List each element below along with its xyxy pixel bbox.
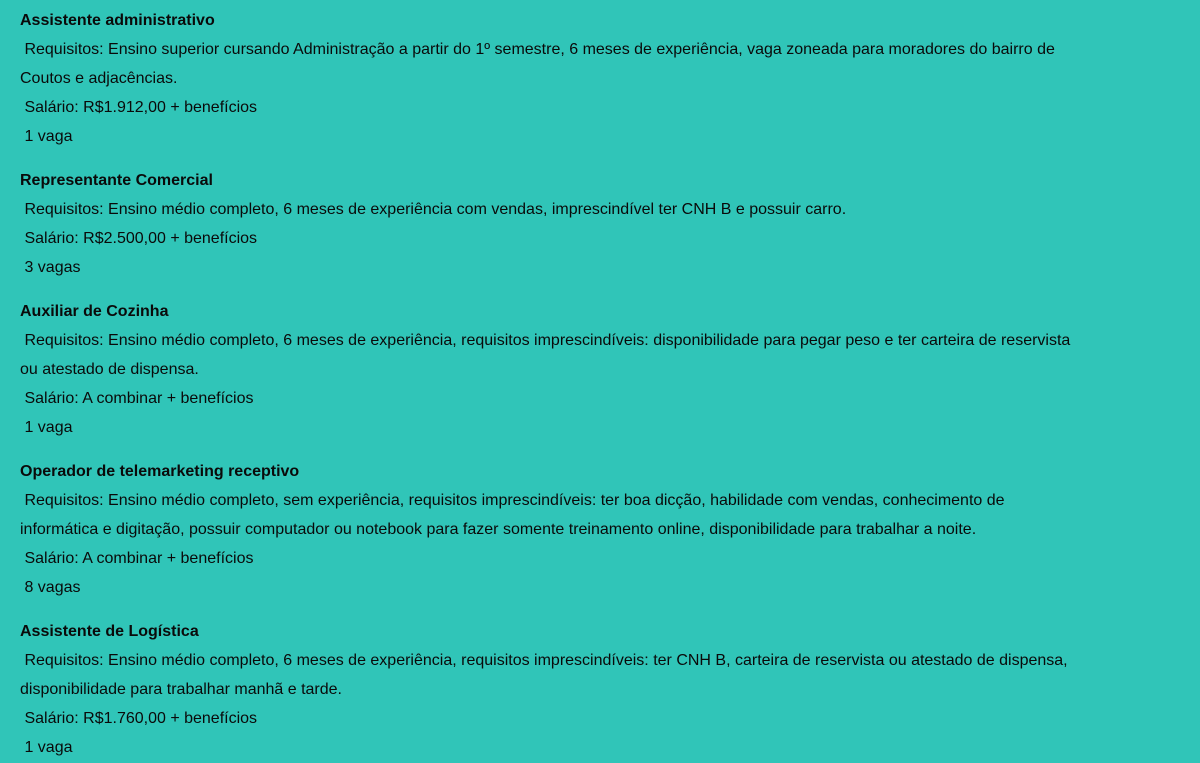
job-salary: Salário: R$1.760,00 + benefícios xyxy=(20,710,258,727)
job-openings: 1 vaga xyxy=(20,739,73,756)
job-listing xyxy=(20,457,1082,602)
job-listing xyxy=(20,297,1082,442)
job-requirements: Requisitos: Ensino superior cursando Administração a partir do 1º semestre, 6 meses de experiência, vaga zoneada para moradores do bairro de Coutos e adjacências. xyxy=(20,41,1060,87)
job-openings: 1 vaga xyxy=(20,419,73,436)
job-salary: Salário: A combinar + benefícios xyxy=(20,550,254,567)
job-listing xyxy=(20,6,1082,151)
job-salary: Salário: R$1.912,00 + benefícios xyxy=(20,99,258,116)
job-openings: 8 vagas xyxy=(20,579,81,596)
job-title: Operador de telemarketing receptivo xyxy=(20,463,300,480)
job-salary: Salário: R$2.500,00 + benefícios xyxy=(20,230,258,247)
job-title: Auxiliar de Cozinha xyxy=(20,303,169,320)
job-requirements: Requisitos: Ensino médio completo, 6 meses de experiência com vendas, imprescindível ter CNH B e possuir carro. xyxy=(20,201,847,218)
job-openings: 1 vaga xyxy=(20,128,73,145)
job-requirements: Requisitos: Ensino médio completo, 6 meses de experiência, requisitos imprescindíveis: ter CNH B, carteira de reservista ou atestado de dispensa, disponibilidade para trabalhar manhã e tarde. xyxy=(20,652,1073,698)
job-listing xyxy=(20,617,1082,762)
job-requirements: Requisitos: Ensino médio completo, 6 meses de experiência, requisitos imprescindíveis: disponibilidade para pegar peso e ter carteira de reservista ou atestado de dispensa. xyxy=(20,332,1075,378)
job-title: Representante Comercial xyxy=(20,172,213,189)
job-title: Assistente administrativo xyxy=(20,12,215,29)
job-requirements: Requisitos: Ensino médio completo, sem experiência, requisitos imprescindíveis: ter boa dicção, habilidade com vendas, conhecimento de informática e digitação, possuir computador ou notebook para fazer somente treinamento online, disponibilidade para trabalhar a noite. xyxy=(20,492,1009,538)
job-openings: 3 vagas xyxy=(20,259,81,276)
job-title: Assistente de Logística xyxy=(20,623,199,640)
job-listing xyxy=(20,166,1082,282)
job-salary: Salário: A combinar + benefícios xyxy=(20,390,254,407)
